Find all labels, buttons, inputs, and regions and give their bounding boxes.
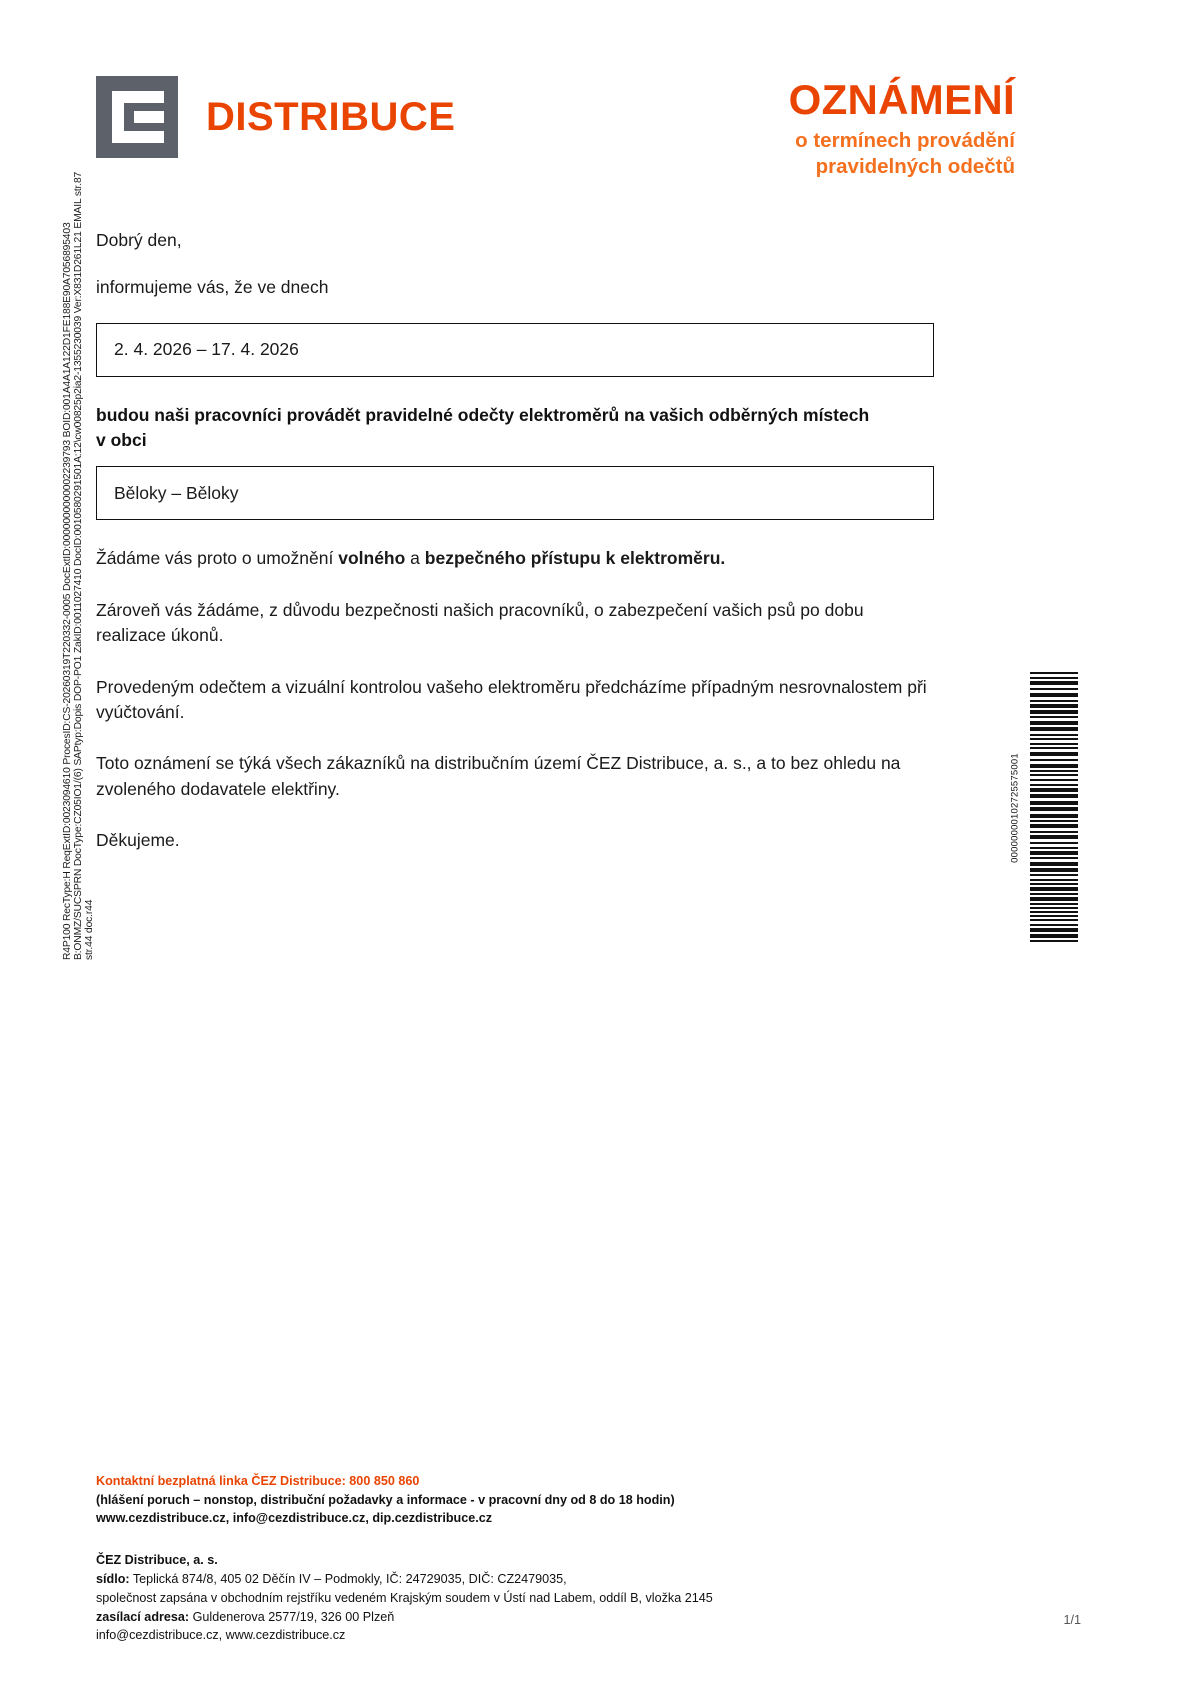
barcode-bar — [1030, 716, 1078, 718]
barcode-bar — [1030, 862, 1078, 866]
barcode-bar — [1030, 788, 1078, 792]
barcode-bar — [1030, 903, 1078, 905]
barcode-bar — [1030, 784, 1078, 786]
barcode-bar — [1030, 887, 1078, 891]
barcode-bar — [1030, 807, 1078, 811]
footer-mailing-value: Guldenerova 2577/19, 326 00 Plzeň — [189, 1609, 395, 1624]
barcode-digits — [1006, 672, 1024, 944]
barcode-bar — [1030, 727, 1078, 731]
barcode-bar — [1030, 710, 1078, 714]
barcode-bar — [1030, 820, 1078, 822]
date-range-box — [96, 323, 934, 377]
barcode-bar — [1030, 883, 1078, 885]
date-range-value: 2. 4. 2026 – 17. 4. 2026 — [114, 339, 299, 360]
access-request-middle: a — [405, 548, 425, 569]
barcode-bar — [1030, 693, 1078, 697]
barcode-bars — [1030, 672, 1078, 944]
barcode-bar — [1030, 897, 1078, 901]
municipality-value: Běloky – Běloky — [114, 482, 239, 503]
footer-company-block — [96, 1551, 1056, 1645]
metadata-line-3: str.44 doc.r44 — [84, 899, 95, 960]
footer-seat-line — [96, 1570, 1056, 1589]
barcode-bar — [1030, 759, 1078, 761]
document-footer — [96, 1472, 1056, 1645]
barcode-bar — [1030, 911, 1078, 913]
document-metadata-strip — [0, 0, 95, 1684]
barcode-bar — [1030, 842, 1078, 844]
reading-announcement — [96, 403, 934, 453]
document-header — [0, 0, 1191, 210]
access-request-bold-safe: bezpečného přístupu k elektroměru. — [424, 548, 726, 569]
page-subtitle-line-2: pravidelných odečtů — [815, 155, 1015, 179]
barcode-bar — [1030, 874, 1078, 876]
access-request-prefix: Žádáme vás proto o umožnění — [96, 548, 339, 569]
footer-hotline-hours: (hlášení poruch – nonstop, distribuční požadavky a informace - v pracovní dny od 8 do 18 hodin) — [96, 1492, 675, 1507]
barcode-bar — [1030, 721, 1078, 725]
reading-benefit-text: Provedeným odečtem a vizuální kontrolou vašeho elektroměru předcházíme případným nesrovnalostem při vyúčtování. — [96, 676, 927, 722]
barcode-bar — [1030, 704, 1078, 708]
barcode-bar — [1030, 907, 1078, 909]
barcode-bar — [1030, 779, 1078, 781]
barcode-bar — [1030, 743, 1078, 745]
page-number: 1/1 — [1063, 1613, 1081, 1627]
cez-logo-icon — [96, 76, 178, 158]
barcode-bar — [1030, 919, 1078, 921]
barcode-bar — [1030, 747, 1078, 749]
footer-contact-block — [96, 1472, 1056, 1528]
barcode-bar — [1030, 794, 1078, 798]
logo-bar-bottom — [112, 131, 164, 143]
logo-bar-middle — [134, 111, 164, 123]
barcode-bar — [1030, 677, 1078, 679]
intro-text: informujeme vás, že ve dnech — [96, 277, 329, 298]
barcode-bar — [1030, 688, 1078, 690]
barcode-bar — [1030, 924, 1078, 926]
barcode-bar — [1030, 801, 1078, 805]
barcode-bar — [1030, 681, 1078, 685]
barcode-bar — [1030, 752, 1078, 756]
logo-wordmark: DISTRIBUCE — [206, 95, 456, 139]
footer-company-name: ČEZ Distribuce, a. s. — [96, 1552, 218, 1567]
barcode — [1010, 672, 1082, 944]
access-request-bold-free: volného — [338, 548, 406, 569]
barcode-number: 00000000102725575001 — [1009, 753, 1021, 863]
page-title: OZNÁMENÍ — [788, 76, 1015, 123]
barcode-bar — [1030, 774, 1078, 776]
document-body — [96, 228, 934, 879]
municipality-box — [96, 466, 934, 520]
cez-distribuce-logo — [96, 76, 455, 158]
footer-web-links: www.cezdistribuce.cz, info@cezdistribuce.cz, dip.cezdistribuce.cz — [96, 1511, 493, 1526]
barcode-bar — [1030, 835, 1078, 839]
scope-notice-text: Toto oznámení se týká všech zákazníků na distribučním území ČEZ Distribuce, a. s., a to bez ohledu na zvoleného dodavatele elektřiny. — [96, 753, 901, 799]
barcode-bar — [1030, 940, 1078, 942]
header-title-block — [789, 78, 1015, 181]
thanks-text: Děkujeme. — [96, 830, 180, 851]
barcode-bar — [1030, 672, 1078, 674]
barcode-bar — [1030, 857, 1078, 859]
access-request-text — [96, 546, 934, 571]
barcode-bar — [1030, 738, 1078, 740]
metadata-line-1: R4P100 RecType:H ReqExtID:0023094610 ProcesID:CS-20260319T220332-0005 DocExtID:0000000000002239793 BOID:001A4A1A122D1FE188E90A7056895403 — [62, 222, 73, 960]
reading-announcement-line-2: v obci — [96, 429, 147, 450]
barcode-bar — [1030, 928, 1078, 932]
barcode-bar — [1030, 893, 1078, 895]
barcode-bar — [1030, 868, 1078, 872]
barcode-bar — [1030, 915, 1078, 917]
footer-seat-label: sídlo: — [96, 1571, 130, 1586]
barcode-bar — [1030, 734, 1078, 736]
barcode-bar — [1030, 824, 1078, 828]
barcode-bar — [1030, 934, 1078, 938]
footer-seat-value: Teplická 874/8, 405 02 Děčín IV – Podmokly, IČ: 24729035, DIČ: CZ2479035, — [129, 1571, 567, 1586]
page-subtitle — [789, 128, 1015, 180]
barcode-bar — [1030, 851, 1078, 855]
greeting-text: Dobrý den, — [96, 230, 182, 250]
barcode-bar — [1030, 879, 1078, 881]
footer-mailing-line — [96, 1608, 1056, 1627]
barcode-bar — [1030, 770, 1078, 772]
footer-registration: společnost zapsána v obchodním rejstříku vedeném Krajským soudem v Ústí nad Labem, oddíl B, vložka 2145 — [96, 1590, 713, 1605]
footer-mailing-label: zasílací adresa: — [96, 1609, 190, 1624]
reading-announcement-line-1: budou naši pracovníci provádět pravidelné odečty elektroměrů na vašich odběrných místech — [96, 404, 870, 425]
footer-hotline: Kontaktní bezplatná linka ČEZ Distribuce: 800 850 860 — [96, 1474, 420, 1488]
barcode-bar — [1030, 814, 1078, 818]
barcode-bar — [1030, 847, 1078, 849]
barcode-bar — [1030, 831, 1078, 833]
metadata-line-2: B:ONMZ/SUCSPRN DocType:CZ05IO1/(6) SAPtyp:Dopis DOP-PO1 ZakID:0011027410 DocID:0010580291501A:12\cw00825p2ia2-1355230039 Ver:X831D261L21 EMAIL str.87 — [73, 171, 84, 960]
barcode-bar — [1030, 700, 1078, 702]
footer-contact-tail: info@cezdistribuce.cz, www.cezdistribuce.cz — [96, 1628, 346, 1643]
dogs-safety-text: Zároveň vás žádáme, z důvodu bezpečnosti našich pracovníků, o zabezpečení vašich psů po dobu realizace úkonů. — [96, 599, 864, 646]
barcode-bar — [1030, 764, 1078, 768]
page-subtitle-line-1: o termínech provádění — [795, 129, 1015, 153]
